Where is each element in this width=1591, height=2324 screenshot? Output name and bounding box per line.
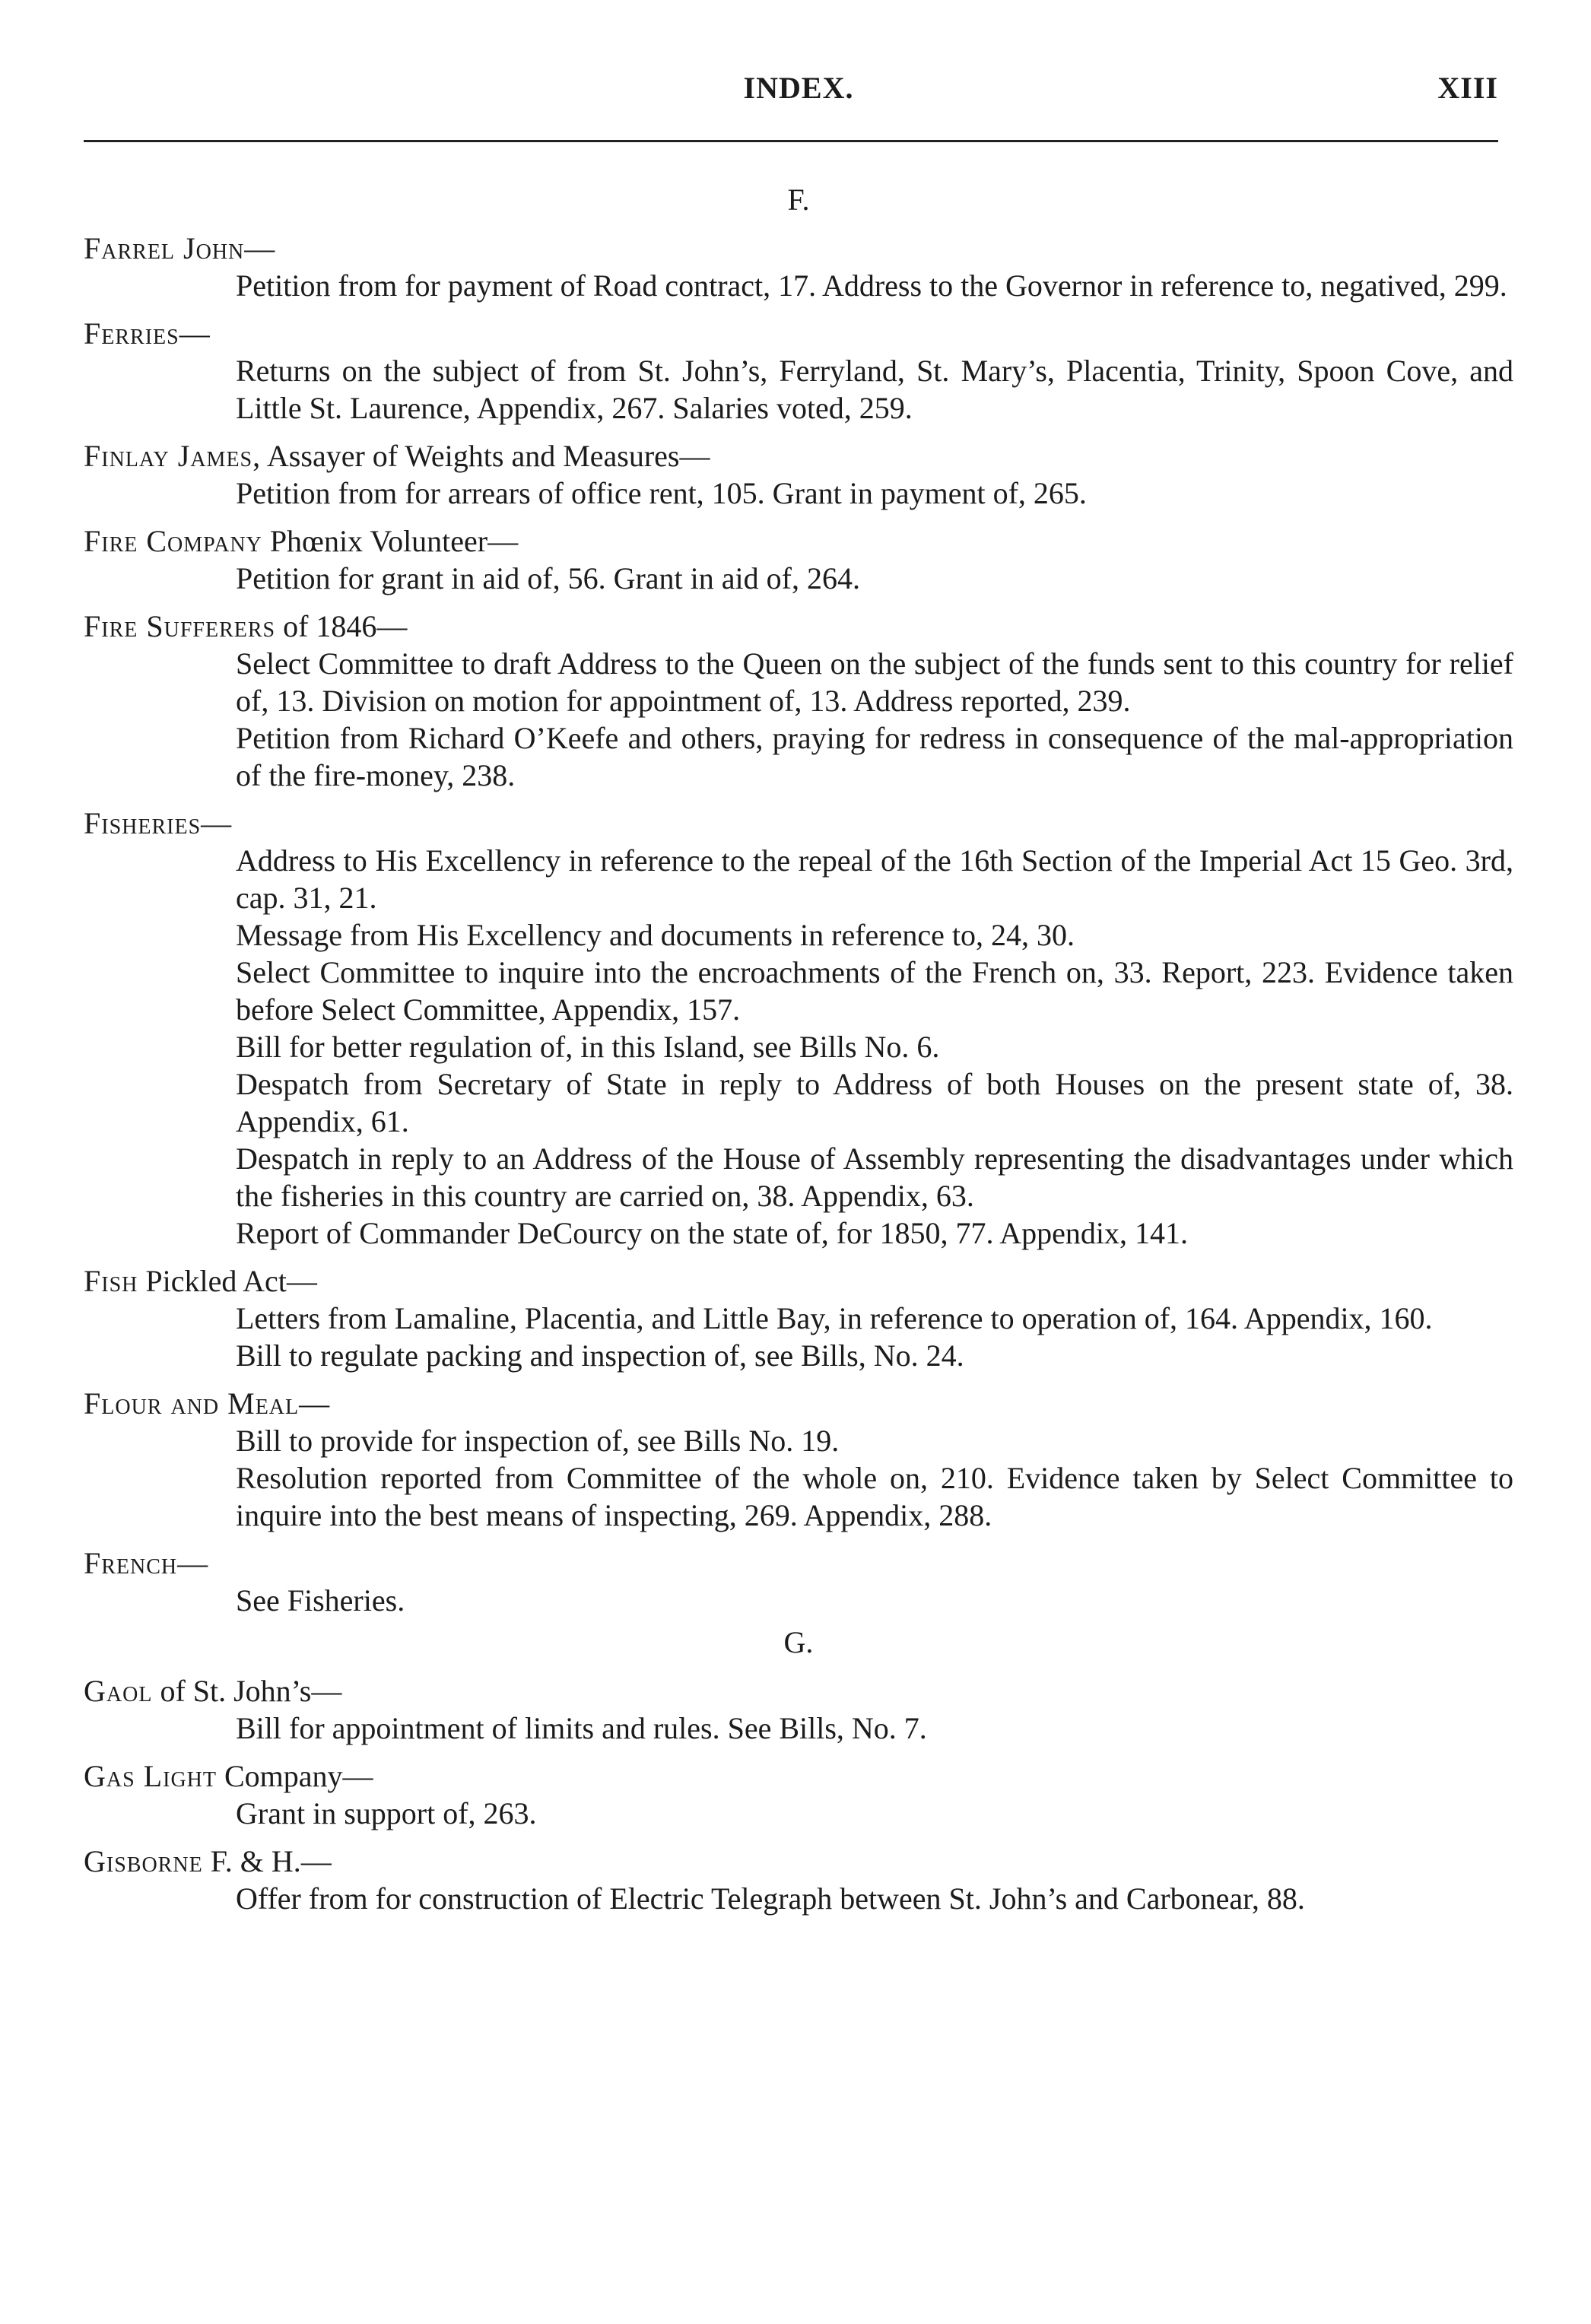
index-entry: [84, 805, 1513, 1252]
index-entry: [84, 1672, 1513, 1747]
entry-references: [84, 1582, 1513, 1619]
entry-reference-line: Petition for grant in aid of, 56. Grant in aid of, 264.: [236, 561, 860, 595]
entry-heading-name: Fisheries—: [84, 806, 233, 840]
entry-heading-name: Ferries—: [84, 316, 211, 351]
entry-reference-line: Bill for better regulation of, in this Island, see Bills No. 6.: [236, 1030, 940, 1064]
entry-heading-name: Fire Sufferers: [84, 609, 276, 643]
entry-reference-line: Select Committee to draft Address to the Queen on the subject of the funds sent to this country for relief of, 13. Division on motion for appointment of, 13. Address reported, 239.: [236, 646, 1513, 718]
entry-heading-rest: Pickled Act—: [138, 1264, 317, 1298]
entry-heading-rest: Phœnix Volunteer—: [262, 524, 519, 558]
entry-reference-line: Resolution reported from Committee of the whole on, 210. Evidence taken by Select Committee to inquire into the best means of inspecting, 269. Appendix, 288.: [236, 1461, 1513, 1532]
index-entry: [84, 1262, 1513, 1374]
entry-heading-name: Fish: [84, 1264, 138, 1298]
page-title: INDEX.: [743, 71, 854, 105]
entry-heading-rest: of 1846—: [275, 609, 408, 643]
index-entry: [84, 315, 1513, 427]
index-entry: [84, 1757, 1513, 1832]
entry-heading-name: French—: [84, 1546, 209, 1580]
entry-reference-line: See Fisheries.: [236, 1583, 405, 1618]
header-rule: [84, 140, 1498, 142]
section-letter: G.: [783, 1625, 814, 1659]
section-letter: F.: [787, 183, 810, 217]
entry-references: [84, 475, 1513, 512]
entry-references: [84, 1795, 1513, 1832]
entry-heading: [84, 230, 1513, 267]
entry-reference-line: Offer from for construction of Electric Telegraph between St. John’s and Carbonear, 88.: [236, 1881, 1305, 1916]
entry-reference-line: Despatch from Secretary of State in reply to Address of both Houses on the present state of, 38. Appendix, 61.: [236, 1067, 1513, 1138]
entry-heading-rest: of St. John’s—: [152, 1674, 342, 1708]
entry-heading: [84, 805, 1513, 842]
index-entry: [84, 437, 1513, 512]
entry-heading-name: Gas Light: [84, 1759, 217, 1793]
entry-heading-rest: F. & H.—: [202, 1844, 332, 1878]
index-entry: [84, 1385, 1513, 1534]
entry-reference-line: Returns on the subject of from St. John’s, Ferryland, St. Mary’s, Placentia, Trinity, Spoon Cove, and Little St. Laurence, Appendix, 267. Salaries voted, 259.: [236, 354, 1513, 425]
entry-reference-line: Address to His Excellency in reference to the repeal of the 16th Section of the Imperial Act 15 Geo. 3rd, cap. 31, 21.: [236, 843, 1513, 915]
entry-references: [84, 560, 1513, 597]
entry-heading-name: Gisborne: [84, 1844, 203, 1878]
entry-references: [84, 645, 1513, 794]
entry-references: [84, 1300, 1513, 1374]
index-section: [84, 181, 1513, 1619]
index-entry: [84, 522, 1513, 597]
entry-reference-line: Message from His Excellency and documents in reference to, 24, 30.: [236, 918, 1075, 952]
page-header: [84, 70, 1513, 116]
entry-reference-line: Select Committee to inquire into the encroachments of the French on, 33. Report, 223. Evidence taken before Select Committee, Appendix, 157.: [236, 955, 1513, 1027]
entry-reference-line: Letters from Lamaline, Placentia, and Little Bay, in reference to operation of, 164. Appendix, 160.: [236, 1301, 1433, 1335]
entry-heading: [84, 1757, 1513, 1795]
entry-reference-line: Despatch in reply to an Address of the House of Assembly representing the disadvantages under which the fisheries in this country are carried on, 38. Appendix, 63.: [236, 1141, 1513, 1213]
entry-reference-line: Petition from for arrears of office rent, 105. Grant in payment of, 265.: [236, 476, 1087, 510]
index-entry: [84, 608, 1513, 794]
entry-heading-name: Gaol: [84, 1674, 153, 1708]
entry-heading-rest: Company—: [216, 1759, 373, 1793]
entry-heading: [84, 437, 1513, 475]
entry-heading: [84, 608, 1513, 645]
index-content: [84, 176, 1513, 1917]
entry-references: [84, 267, 1513, 304]
entry-heading-name: Finlay James,: [84, 439, 262, 473]
entry-reference-line: Petition from for payment of Road contract, 17. Address to the Governor in reference to, negatived, 299.: [236, 268, 1507, 303]
entry-reference-line: Grant in support of, 263.: [236, 1796, 537, 1830]
entry-reference-line: Bill for appointment of limits and rules. See Bills, No. 7.: [236, 1711, 927, 1745]
entry-heading-name: Fire Company: [84, 524, 262, 558]
index-entry: [84, 1545, 1513, 1619]
entry-heading: [84, 1385, 1513, 1422]
entry-reference-line: Report of Commander DeCourcy on the state of, for 1850, 77. Appendix, 141.: [236, 1216, 1188, 1250]
entry-heading: [84, 1672, 1513, 1710]
entry-references: [84, 1422, 1513, 1534]
index-section: [84, 1624, 1513, 1917]
page-number: XIII: [1437, 71, 1498, 105]
index-entry: [84, 230, 1513, 304]
entry-heading: [84, 522, 1513, 560]
entry-heading-name: Flour and Meal—: [84, 1386, 331, 1421]
entry-references: [84, 1880, 1513, 1917]
entry-reference-line: Bill to regulate packing and inspection of, see Bills, No. 24.: [236, 1338, 964, 1373]
entry-heading: [84, 1545, 1513, 1582]
index-entry: [84, 1843, 1513, 1917]
entry-heading-name: Farrel John—: [84, 231, 276, 265]
entry-heading-rest: Assayer of Weights and Measures—: [261, 439, 710, 473]
entry-references: [84, 842, 1513, 1252]
entry-reference-line: Bill to provide for inspection of, see Bills No. 19.: [236, 1424, 840, 1458]
entry-references: [84, 1710, 1513, 1747]
entry-heading: [84, 1262, 1513, 1300]
entry-heading: [84, 1843, 1513, 1880]
entry-reference-line: Petition from Richard O’Keefe and others, praying for redress in consequence of the mal-appropriation of the fire-money, 238.: [236, 721, 1513, 792]
entry-references: [84, 352, 1513, 427]
entry-heading: [84, 315, 1513, 352]
